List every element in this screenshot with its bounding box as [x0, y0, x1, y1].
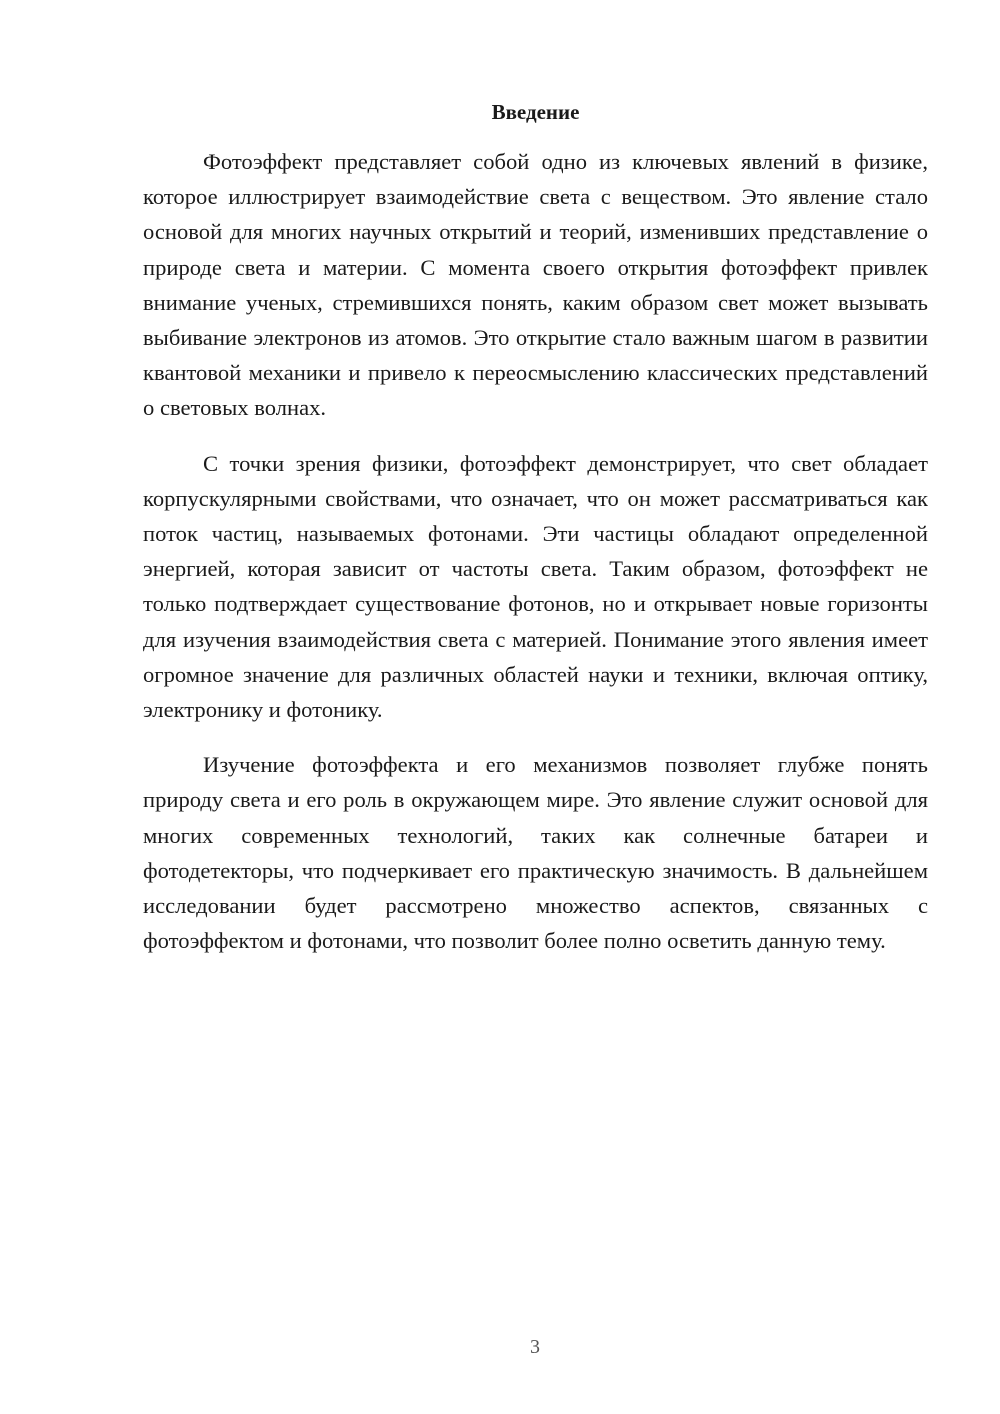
section-title: Введение: [491, 100, 580, 124]
page-number: 3: [530, 1336, 540, 1358]
body-text: [143, 144, 928, 978]
paragraph-2: С точки зрения физики, фотоэффект демонстрирует, что свет обладает корпускулярными свойствами, что означает, что он может рассматриваться как поток частиц, называемых фотонами. Эти частицы обладают определенной энергией, которая зависит от частоты света. Таким образом, фотоэффект не только подтверждает существование фотонов, но и открывает новые горизонты для изучения взаимодействия света с материей. Понимание этого явления имеет огромное значение для различных областей науки и техники, включая оптику, электронику и фотонику.: [143, 450, 928, 723]
paragraph-1: Фотоэффект представляет собой одно из ключевых явлений в физике, которое иллюстрирует взаимодействие света с веществом. Это явление стало основой для многих научных открытий и теорий, изменивших представление о природе света и материи. С момента своего открытия фотоэффект привлек внимание ученых, стремившихся понять, каким образом свет может вызывать выбивание электронов из атомов. Это открытие стало важным шагом в развитии квантовой механики и привело к переосмыслению классических представлений о световых волнах.: [143, 149, 928, 421]
paragraph-3: Изучение фотоэффекта и его механизмов позволяет глубже понять природу света и его роль в окружающем мире. Это явление служит основой для многих современных технологий, таких как солнечные батареи и фотодетекторы, что подчеркивает его практическую значимость. В дальнейшем исследовании будет рассмотрено множество аспектов, связанных с фотоэффектом и фотонами, что позволит более полно осветить данную тему.: [143, 752, 928, 954]
